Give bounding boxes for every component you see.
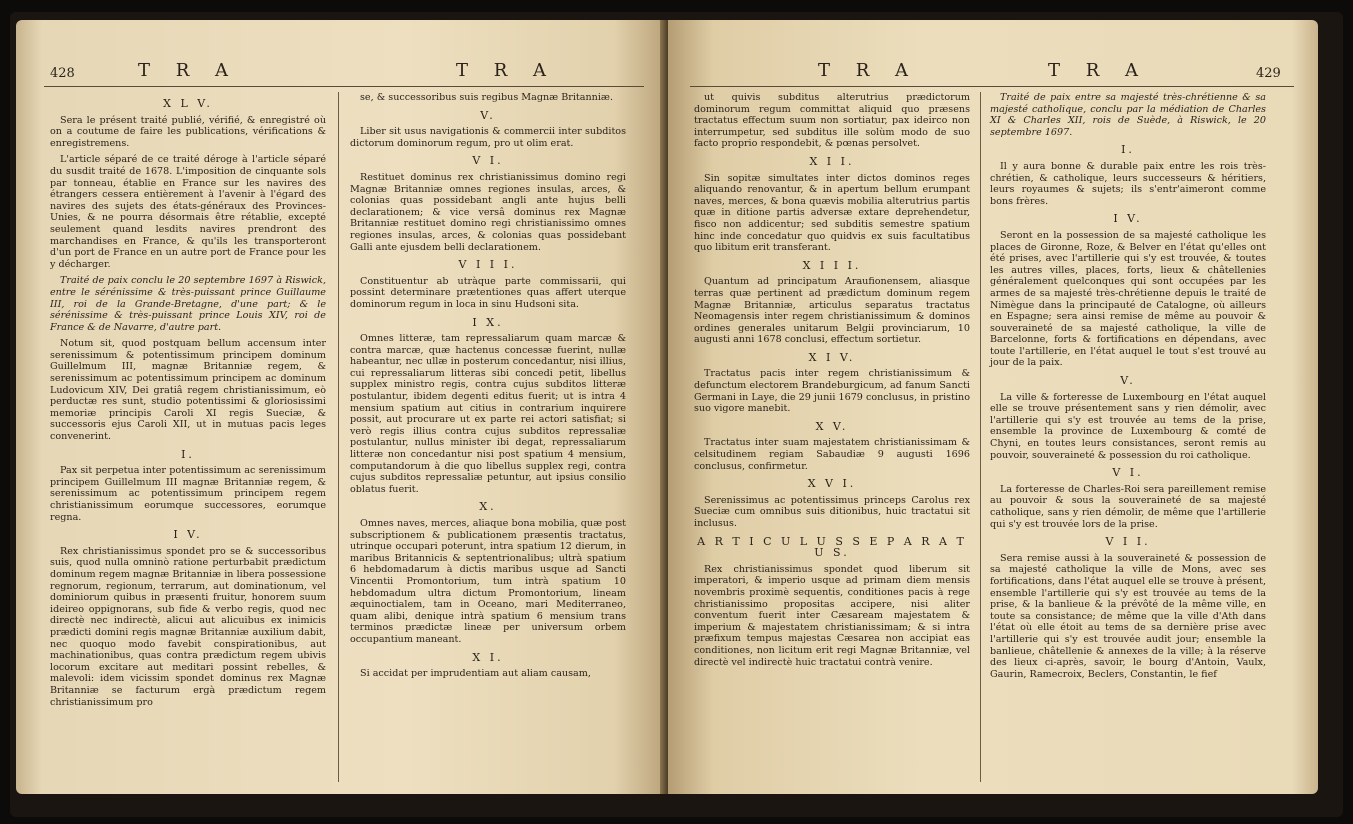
treaty-title: Traité de paix entre sa majesté très-chrétienne & sa majesté catholique, conclu par la médiation de Charles XI & Charles XII, rois de Suède, à Riswick, le 20 septembre 1697.: [990, 92, 1266, 138]
paragraph: se, & successoribus suis regibus Magnæ Britanniæ.: [360, 92, 613, 103]
section-heading: V.: [480, 108, 496, 122]
paragraph: La forteresse de Charles-Roi sera pareillement remise au pouvoir & sous la souveraineté de sa majesté catholique, sans y rien démolir, de même que l'artillerie qui s'y est trouvée lors de la prise.: [990, 483, 1266, 530]
section-heading: I.: [1121, 143, 1135, 157]
paragraph: Seront en la possession de sa majesté catholique les places de Gironne, Roze, & Belver en l'état qu'elles ont été prises, avec l'artillerie qui s'y est trouvée, & toutes les autres villes, places, forts, lieux & châtellenies généralement quelconques qui sont occupées par les armes de sa majesté très-chrétienne depuis le traité de Nimègue dans la principauté de Catalogne, où ailleurs en Espagne; sera ainsi remise de même au pouvoir & souveraineté de sa majesté catholique, la ville de Barcelonne, forts & fortifications en dépendans, avec toute l'artillerie, en l'état auquel le tout s'est trouvé au jour de la paix.: [990, 229, 1266, 369]
paragraph: La ville & forteresse de Luxembourg en l'état auquel elle se trouve présentement sans y rien démolir, avec l'artillerie qui s'y est trouvée au tems de la prise, ensemble la province de Luxembourg & comté de Chyni, en toutes leurs consistances, seront remis au pouvoir, souveraineté & possession du roi catholique.: [990, 391, 1266, 461]
paragraph: Tractatus pacis inter regem christianissimum & defunctum electorem Brandeburgicum, ad fanum Sancti Germani in Laye, die 29 junii 1679 conclusus, in pristino suo vigore manebit.: [694, 368, 970, 415]
running-head: T R A: [138, 60, 239, 81]
paragraph: Pax sit perpetua inter potentissimum ac serenissimum principem Guillelmum III magnæ Britanniæ regem, & serenissimum ac potentissimum principem regem christianissimum eorumque successores, eorumque regna.: [50, 465, 326, 523]
section-heading: X I V.: [808, 350, 856, 364]
paragraph: Rex christianissimus spondet pro se & successoribus suis, quod nulla omninò ratione perturbabit prædictum dominum regem magnæ Britanniæ in libera possessione regnorum, regionum, terrarum, aut dominationum, vel dominiorum quibus in præsenti fruitur, honorem suum ideireo oppignorans, sub fide & verbo regis, quod nec directè nec indirectè, alicui aut alicuibus ex inimicis prædicti domini regis magnæ Britanniæ auxilium dabit, nec quoquo modo favebit conspirationibus, aut machinationibus, quas contra prædictum regem ubivis locorum excitare aut meditari possint rebelles, & malevoli: idem vicissim spondet dominus rex Magnæ Britanniæ se facturum ergà prædictum regem christianissimum pro: [50, 545, 326, 708]
paragraph: Quantum ad principatum Araufionensem, aliasque terras quæ pertinent ad prædictum dominum regem Magnæ Britanniæ, articulus separatus tractatus Neomagensis inter regem christianissimum & dominos ordines generales unitarum Belgii provinciarum, 10 augusti anni 1678 conclusi, effectum sortietur.: [694, 276, 970, 346]
paragraph: Sin sopitæ simultates inter dictos dominos reges aliquando renovantur, & in apertum bellum erumpant naves, merces, & bona quævis mobilia alterutrius partis quæ in ditione partis adversæ extare deprehendetur, fisco non addicentur; sed subditis semestre spatium hinc inde concedatur quo quidvis ex suis facultatibus quo libitum erit transferant.: [694, 172, 970, 254]
section-heading: A R T I C U L U S S E P A R A T U S.: [697, 534, 967, 560]
page-number: 428: [50, 66, 75, 81]
section-heading: V I I.: [1105, 535, 1151, 549]
paragraph: Serenissimus ac potentissimus princeps Carolus rex Sueciæ cum omnibus suis ditionibus, huic tractatui sit inclusus.: [694, 494, 970, 529]
paragraph: ut quivis subditus alterutrius prædictorum dominorum regum committat aliquid quo præsens tractatus effectum suum non sortiatur, pax ideirco non interrumpetur, sed subditus ille solùm modo de suo facto proprio respondebit, & pœnas persolvet.: [694, 92, 970, 150]
paragraph: Constituentur ab utràque parte commissarii, qui possint determinare prætentiones quas affert uterque dominorum regum in loca in sinu Hudsoni sita.: [350, 275, 626, 310]
section-heading: V I I I.: [458, 258, 518, 272]
paragraph: Tractatus inter suam majestatem christianissimam & celsitudinem regiam Sabaudiæ 9 augusti 1696 conclusus, confirmetur.: [694, 437, 970, 472]
paragraph: Sera le présent traité publié, vérifié, & enregistré où on a coutume de faire les publications, vérifications & enregistremens.: [50, 114, 326, 149]
text-column: [694, 92, 970, 673]
paragraph: Sera remise aussi à la souveraineté & possession de sa majesté catholique la ville de Mons, avec ses fortifications, dans l'état auquel elle se trouve à présent, ensemble l'artillerie qui s'y est trouvée au tems de la prise, & la banlieue & la prévôté de la même ville, en toute sa consistance; de même que la ville d'Ath dans l'état où elle étoit au tems de sa dernière prise avec l'artillerie qui s'y est trouvée audit jour; ensemble la banlieue, châtellenie & annexes de la ville; à la réserve des lieux ci-après, savoir, le bourg d'Antoin, Vaulx, Gaurin, Ramecroix, Beclers, Constantin, le fief: [990, 552, 1266, 680]
section-heading: I.: [181, 447, 195, 461]
text-column: [350, 92, 626, 685]
section-heading: I X.: [472, 315, 504, 329]
text-column: [990, 92, 1266, 685]
paragraph: Notum sit, quod postquam bellum accensum inter serenissimum & potentissimum principem dominum Guillelmum III, magnæ Britanniæ regem, & serenissimum ac potentissimum principem ac dominum Ludovicum XIV, Dei gratiâ regem christianissimum, eò perductæ res sunt, studio potentissimi & gloriosissimi memoriæ principis Caroli XI regis Sueciæ, & successoris ejus Caroli XII, ut in mutuas pacis leges convenerint.: [50, 338, 326, 443]
section-heading: I V.: [1113, 212, 1143, 226]
running-head: T R A: [1048, 60, 1149, 81]
paragraph: L'article séparé de ce traité déroge à l'article séparé du susdit traité de 1678. L'imposition de cinquante sols par tonneau, établie en France sur les navires des étrangers cessera entièrement à l'avenir à l'égard des navires des sujets des états-généraux des Provinces-Unies, & ne pourra désormais être rétablie, excepté seulement quand lesdits navires prendront des marchandises en France, & qu'ils les transporteront d'un port de France en un autre port de France pour les y décharger.: [50, 154, 326, 270]
treaty-title: Traité de paix conclu le 20 septembre 1697 à Riswick, entre le sérénissime & très-puissant prince Guillaume III, roi de la Grande-Bretagne, d'une part; & le sérénissime & très-puissant prince Louis XIV, roi de France & de Navarre, d'autre part.: [50, 275, 326, 333]
column-rule: [338, 92, 339, 782]
left-page: [16, 20, 666, 794]
section-heading: X V.: [815, 419, 849, 433]
section-heading: X I.: [472, 650, 504, 664]
section-heading: X.: [479, 500, 497, 514]
section-heading: X I I.: [809, 154, 855, 168]
header-rule: [690, 86, 1294, 87]
text-column: [50, 92, 326, 713]
section-heading: I V.: [173, 528, 203, 542]
paragraph: Si accidat per imprudentiam aut aliam causam,: [360, 668, 591, 680]
paragraph: Liber sit usus navigationis & commercii inter subditos dictorum dominorum regum, pro ut olim erat.: [350, 126, 626, 149]
section-heading: V.: [1120, 374, 1136, 388]
column-rule: [980, 92, 981, 782]
page-number: 429: [1256, 66, 1281, 81]
paragraph: Il y aura bonne & durable paix entre les rois très-chrétien, & catholique, leurs successeurs & héritiers, leurs royaumes & sujets; ils s'entr'aimeront comme bons frères.: [990, 160, 1266, 207]
header-rule: [44, 86, 644, 87]
right-page: [668, 20, 1318, 794]
paragraph: Omnes naves, merces, aliaque bona mobilia, quæ post subscriptionem & publicationem præsentis tractatus, utrinque occupari poterunt, intra spatium 12 dierum, in maribus Britannicis & septentrionalibus; ultrà spatium 6 hebdomadarum à dictis maribus usque ad Sancti Vincentii Promontorium, tum intrà spatium 10 hebdomadum ultra dictum Promontorium, lineam æquinoctialem, tam in Oceano, mari Mediterraneo, quam alibi, denique intrà spatium 6 mensium trans terminos prædictæ lineæ per universum orbem occupantium maneant.: [350, 518, 626, 645]
running-head: T R A: [456, 60, 557, 81]
running-head: T R A: [818, 60, 919, 81]
section-heading: X I I I.: [802, 258, 862, 272]
section-heading: V I.: [472, 154, 504, 168]
section-heading: X L V.: [163, 97, 213, 110]
paragraph: Rex christianissimus spondet quod liberum sit imperatori, & imperio usque ad primam diem mensis novembris proximè sequentis, conditiones pacis à rege christianissimo propositas accipere, nisi aliter conventum fuerit inter Cæsaream majestatem & imperium & majestatem christianissimam; & si intra præfixum tempus majestas Cæsarea non accipiat eas conditiones, non licitum erit regi Magnæ Britanniæ, vel directè vel indirectè huic tractatui contrà venire.: [694, 563, 970, 668]
paragraph: Omnes litteræ, tam repressaliarum quam marcæ & contra marcæ, quæ hactenus concessæ fuerint, nullæ habeantur, nec ullæ in posterum concedantur, nisi illius, cui repressaliarum litteras sibi concedi petit, libellus supplex ministro regis, contra cujus subditos litteræ postulantur, ibidem degenti editus fuerit; ut is intra 4 mensium spatium aut citius in contrarium inquirere possit, aut procurare ut ex parte rei actori satisfiat; si verò regis illius contra cujus subditos repressaliæ postulantur, nullus minister ibi degat, repressaliarum litteræ non concedantur nisi post spatium 4 mensium, computandorum à die quo libellus supplex regi, contra cujus subditos repressaliæ petuntur, aut ipsius consilio oblatus fuerit.: [350, 333, 626, 495]
section-heading: V I.: [1112, 466, 1144, 480]
paragraph: Restituet dominus rex christianissimus domino regi Magnæ Britanniæ omnes regiones insulas, arces, & colonias quas possidebant angli ante hujus belli declarationem; & vice versâ dominus rex Magnæ Britanniæ restituet domino regi christianissimo omnes regiones insulas, arces, & colonias quas possidebant Galli ante ejusdem belli declarationem.: [350, 171, 626, 253]
section-heading: X V I.: [807, 477, 857, 491]
